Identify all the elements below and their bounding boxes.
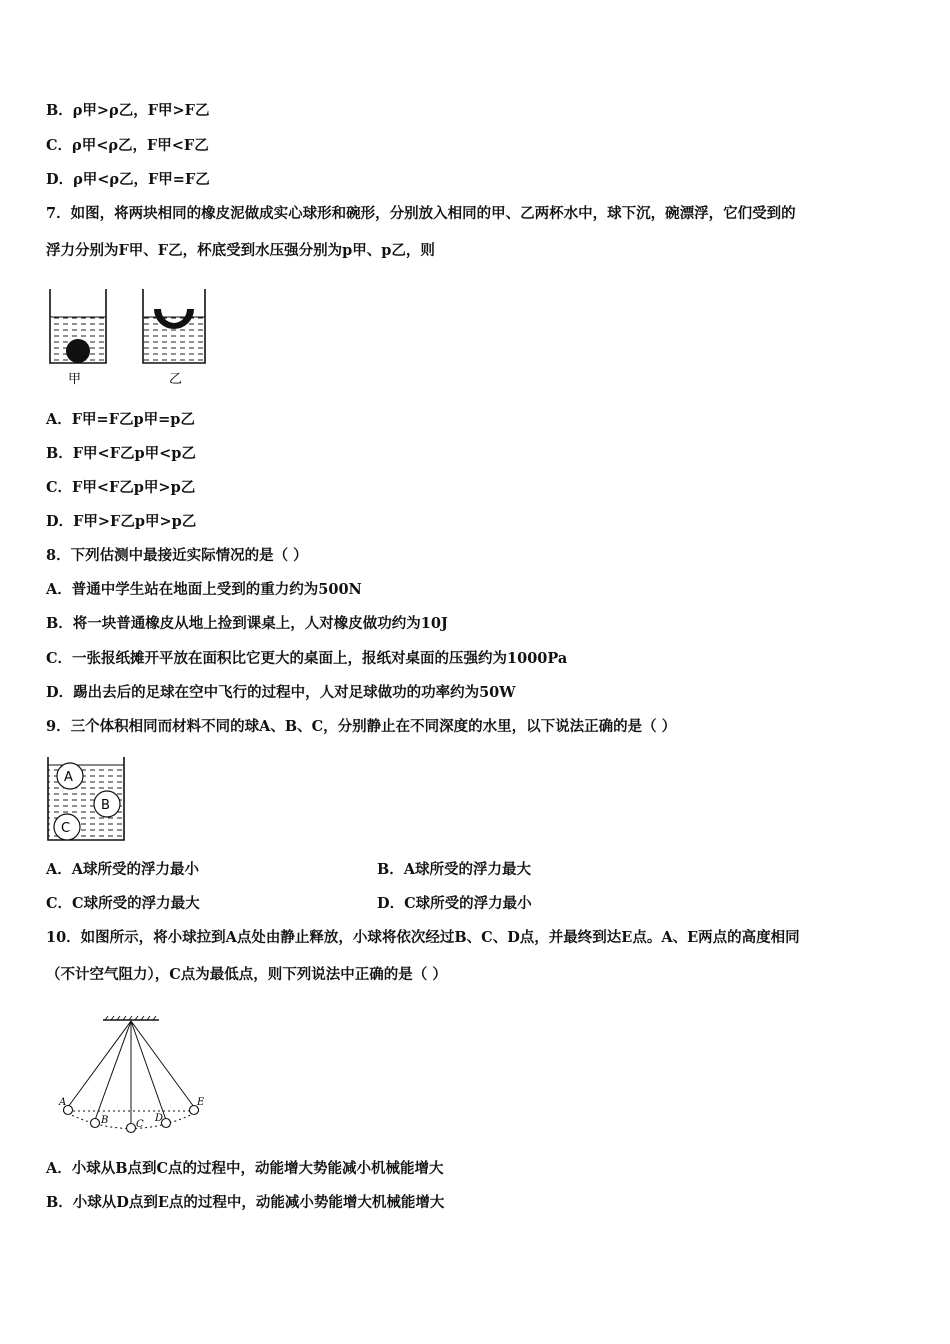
q10-strings	[68, 1021, 194, 1125]
q7-figure	[44, 285, 214, 391]
q8-stem: 8．下列估测中最接近实际情况的是（ ）	[46, 547, 308, 564]
q6-option-b[interactable]: B．ρ甲>ρ乙，F甲>F乙	[46, 102, 210, 119]
svg-text:B: B	[101, 1115, 109, 1126]
q7-option-c[interactable]: C．F甲<F乙p甲>p乙	[46, 479, 196, 496]
q9-option-d[interactable]: D．C球所受的浮力最小	[377, 895, 532, 912]
svg-text:C: C	[61, 821, 71, 836]
svg-text:D: D	[155, 1113, 164, 1124]
q9-option-a[interactable]: A．A球所受的浮力最小	[46, 861, 200, 878]
q9-option-b[interactable]: B．A球所受的浮力最大	[377, 861, 532, 878]
q7-option-a[interactable]: A．F甲=F乙p甲=p乙	[46, 411, 195, 428]
svg-text:C: C	[136, 1119, 144, 1130]
q10-ball-c	[127, 1124, 136, 1133]
q6-option-c[interactable]: C．ρ甲<ρ乙，F甲<F乙	[46, 137, 209, 154]
q9-figure	[44, 755, 128, 845]
q8-option-b[interactable]: B．将一块普通橡皮从地上捡到课桌上，人对橡皮做功约为10J	[46, 615, 448, 632]
q10-option-b[interactable]: B．小球从D点到E点的过程中，动能减小势能增大机械能增大	[46, 1194, 445, 1211]
q8-option-a[interactable]: A．普通中学生站在地面上受到的重力约为500N	[46, 581, 362, 598]
svg-text:A: A	[64, 770, 73, 785]
q9-option-c[interactable]: C．C球所受的浮力最大	[46, 895, 200, 912]
q8-option-d[interactable]: D．踢出去后的足球在空中飞行的过程中，人对足球做功的功率约为50W	[46, 684, 516, 701]
svg-text:A: A	[59, 1097, 67, 1108]
q10-stem-line1: 10．如图所示，将小球拉到A点处由静止释放，小球将依次经过B、C、D点，并最终到达E点。A、E两点的高度相同	[46, 929, 800, 946]
q7-label-right: 乙	[169, 372, 183, 387]
q7-label-left: 甲	[68, 372, 82, 387]
svg-text:B: B	[101, 798, 110, 813]
q10-figure	[55, 1012, 215, 1142]
q7-option-b[interactable]: B．F甲<F乙p甲<p乙	[46, 445, 196, 462]
q7-stem-line2: 浮力分别为F甲、F乙，杯底受到水压强分别为p甲、p乙，则	[46, 242, 435, 259]
q10-ball-b	[91, 1119, 100, 1128]
q7-option-d[interactable]: D．F甲>F乙p甲>p乙	[46, 513, 197, 530]
q10-option-a[interactable]: A．小球从B点到C点的过程中，动能增大势能减小机械能增大	[46, 1160, 444, 1177]
q7-stem-line1: 7．如图，将两块相同的橡皮泥做成实心球形和碗形，分别放入相同的甲、乙两杯水中，球下沉，碗漂浮，它们受到的	[46, 205, 796, 222]
q9-stem: 9．三个体积相同而材料不同的球A、B、C，分别静止在不同深度的水里，以下说法正确的是（ ）	[46, 718, 677, 735]
q7-sphere	[66, 339, 90, 363]
q8-option-c[interactable]: C．一张报纸摊开平放在面积比它更大的桌面上，报纸对桌面的压强约为1000Pa	[46, 650, 568, 667]
q10-stem-line2: （不计空气阻力），C点为最低点，则下列说法中正确的是（ ）	[46, 966, 447, 983]
q6-option-d[interactable]: D．ρ甲<ρ乙，F甲=F乙	[46, 171, 210, 188]
svg-text:E: E	[197, 1097, 205, 1108]
